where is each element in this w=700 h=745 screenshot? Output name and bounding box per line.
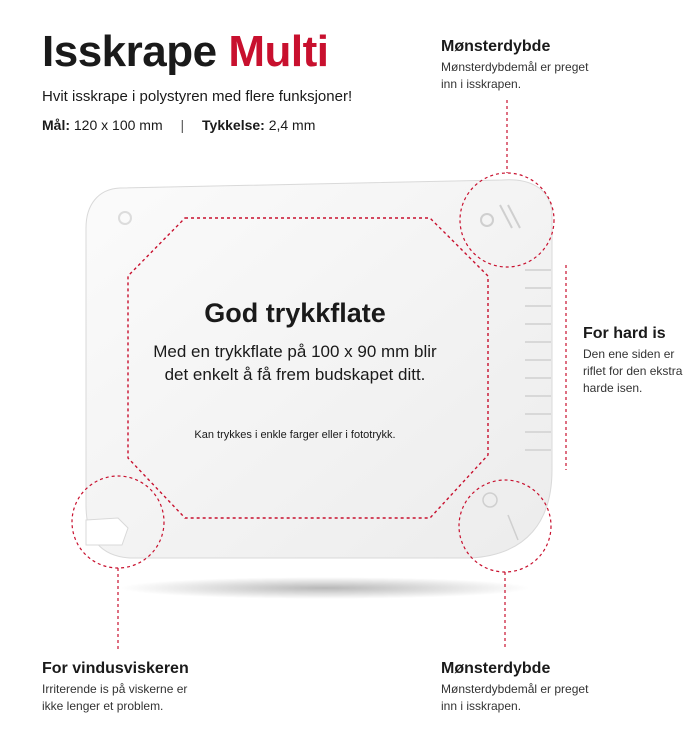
title-accent: Multi: [228, 27, 329, 76]
annotation-title: Mønsterdybde: [441, 38, 551, 55]
annotation-title: For hard is: [583, 325, 666, 342]
specs-separator: |: [180, 117, 185, 133]
annotation-text: Mønsterdybdemål er preget inn i isskrapen.: [441, 60, 589, 91]
annotation-text: Mønsterdybdemål er preget inn i isskrapen.: [441, 682, 589, 713]
annotation-wiper: [42, 660, 202, 715]
print-area-heading: God trykkflate: [204, 298, 386, 328]
annotation-depth-gauge-bottom: [441, 660, 601, 715]
annotation-text: Den ene siden er riflet for den ekstra harde isen.: [583, 347, 683, 395]
print-area-body: Med en trykkflate på 100 x 90 mm blir det enkelt å få frem budskapet ditt.: [153, 342, 437, 385]
annotation-title: Mønsterdybde: [441, 660, 551, 677]
title-main: Isskrape: [42, 27, 217, 76]
print-area-note: Kan trykkes i enkle farger eller i fototrykk.: [194, 429, 396, 441]
wiper-notch: [86, 518, 128, 545]
size-value: 120 x 100 mm: [73, 117, 163, 133]
subtitle: Hvit isskrape i polystyren med flere funksjoner!: [42, 88, 353, 105]
thickness-label: Tykkelse:: [202, 117, 265, 133]
scraper-shadow: [120, 577, 530, 599]
thickness-value: 2,4 mm: [268, 117, 316, 133]
annotation-hard-ice: [583, 325, 693, 396]
annotation-depth-gauge-top: [441, 38, 601, 93]
annotation-text: Irriterende is på viskerne er ikke lenger et problem.: [42, 682, 188, 713]
size-label: Mål:: [42, 117, 70, 133]
annotation-title: For vindusviskeren: [42, 660, 189, 677]
